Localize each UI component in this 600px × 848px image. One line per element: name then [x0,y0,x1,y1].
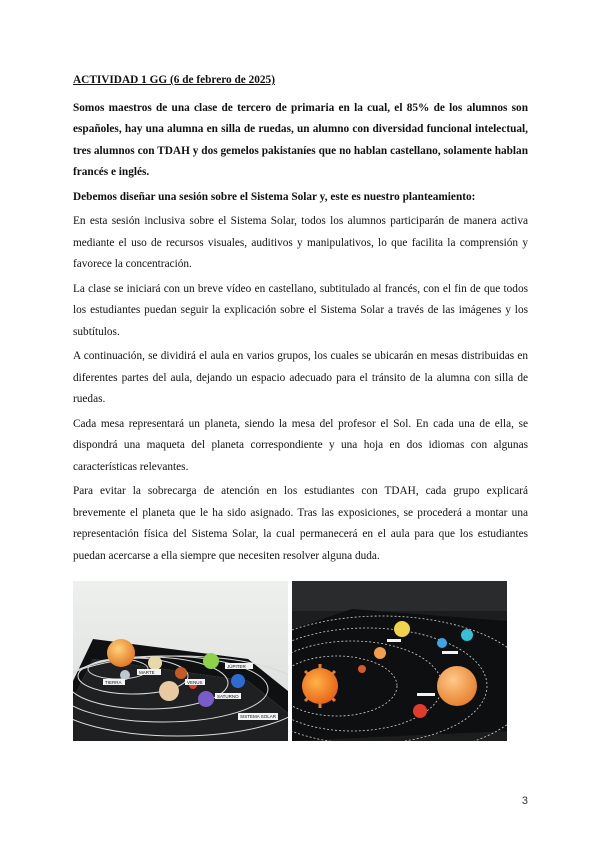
label-venus: VENUS [187,680,203,685]
intro-paragraph: Somos maestros de una clase de tercero de primaria en la cual, el 85% de los alumnos son españoles, hay una alumna en silla de ruedas, un alumno con diversidad funcional intelectual, tres alumnos con TDAH y dos gemelos pakistaníes que no hablan castellano, solamente hablan francés e inglés. [73,101,528,178]
solar-system-model-photo-1 [73,581,288,741]
label-jupiter: JÚPITER [227,664,246,669]
body-paragraph-4: Cada mesa representará un planeta, siendo la mesa del profesor el Sol. En cada una de ella, se dispondrá una maqueta del planeta correspondiente y una hoja en dos idiomas con algunas características relevantes. [73,417,528,473]
photo-row [73,581,508,741]
page-number: 3 [521,795,528,807]
label-sistema-solar: SISTEMA SOLAR [240,714,277,719]
body-paragraph-3: A continuación, se dividirá el aula en varios grupos, los cuales se ubicarán en mesas distribuidas en diferentes partes del aula, dejando un espacio adecuado para el tránsito de la alumna con silla de ruedas. [73,350,528,405]
solar-system-model-photo-2 [292,581,507,741]
label-tierra: TIERRA [105,680,122,685]
design-paragraph: Debemos diseñar una sesión sobre el Sistema Solar y, este es nuestro planteamiento: [73,190,476,203]
label-saturno: SATURNO [217,694,239,699]
solar-system-model-image-1 [73,581,288,741]
label-marte: MARTE [139,670,155,675]
solar-system-model-image-2 [292,581,507,741]
document-body [73,70,528,570]
activity-title: ACTIVIDAD 1 GG (6 de febrero de 2025) [73,74,275,86]
body-paragraph-2: La clase se iniciará con un breve vídeo en castellano, subtitulado al francés, con el fin de que todos los estudiantes puedan seguir la explicación sobre el Sistema Solar a través de las imágenes y los subtítulos. [73,282,528,338]
body-paragraph-5: Para evitar la sobrecarga de atención en los estudiantes con TDAH, cada grupo explicará brevemente el planeta que le ha sido asignado. Tras las exposiciones, se procederá a montar una representación física del Sistema Solar, la cual permanecerá en el aula para que los estudiantes puedan acercarse a ella siempre que necesiten resolver alguna duda. [73,485,528,562]
body-paragraph-1: En esta sesión inclusiva sobre el Sistema Solar, todos los alumnos participarán de manera activa mediante el uso de recursos visuales, auditivos y manipulativos, lo que facilita la comprensión y favorece la concentración. [73,215,528,270]
